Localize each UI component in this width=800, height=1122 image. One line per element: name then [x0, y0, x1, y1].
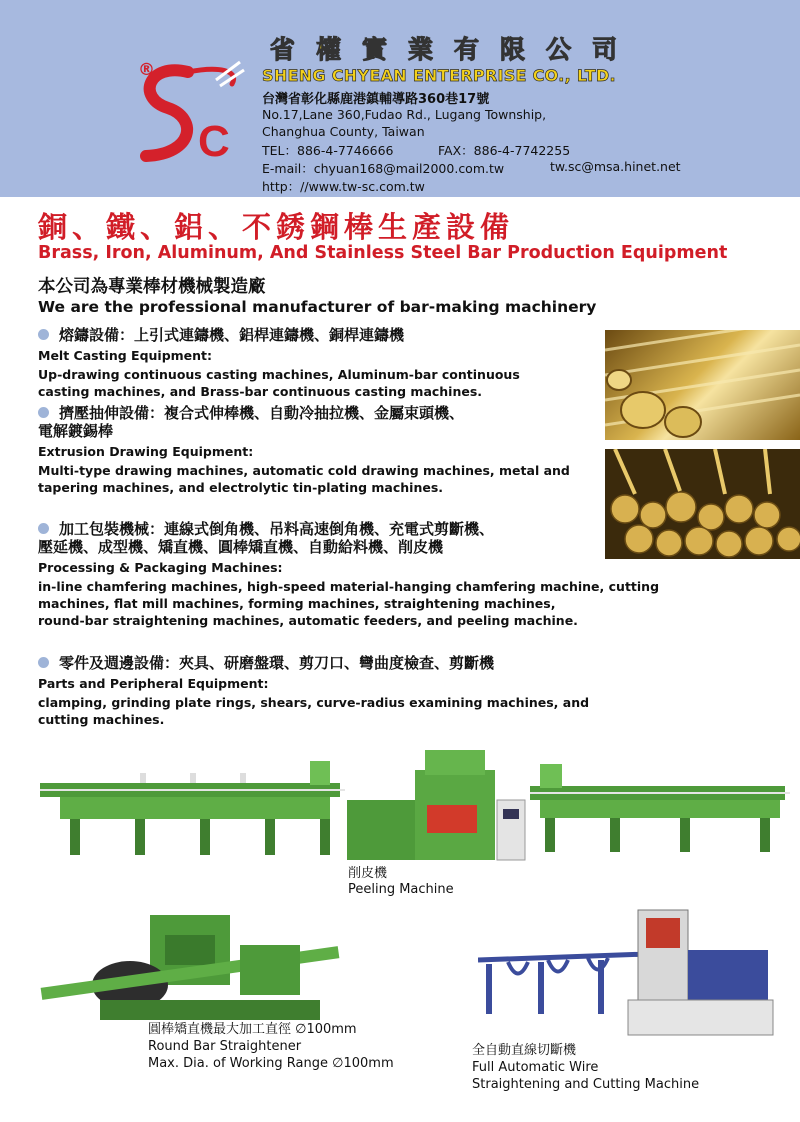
brass-bar-photo-1 [605, 330, 800, 440]
chamfering-line-machine-image [40, 755, 345, 860]
section-melt-casting-body: Up-drawing continuous casting machines, Aluminum-bar continuous casting machines, and Brass-bar continuous casting machines. [38, 367, 520, 399]
section-extrusion-title: Extrusion Drawing Equipment: [38, 444, 254, 459]
company-name-en: SHENG CHYEAN ENTERPRISE CO., LTD. [262, 66, 616, 85]
caption-round-bar-zh: 圓棒矯直機最大加工直徑 ∅100mm [148, 1022, 357, 1037]
page-title-en: Brass, Iron, Aluminum, And Stainless Steel Bar Production Equipment [38, 243, 728, 263]
section-parts-title: Parts and Peripheral Equipment: [38, 676, 269, 691]
round-bar-straightener-image [40, 905, 340, 1025]
website-link[interactable]: http：//www.tw-sc.com.tw [262, 179, 425, 194]
caption-wire-en-1: Full Automatic Wire [472, 1060, 599, 1075]
section-processing-body: in-line chamfering machines, high-speed material-hanging chamfering machine, cutting machines, flat mill machines, forming machines, straightening machines, round-bar straightening machines, automatic feeders, and peeling machine. [38, 579, 660, 628]
registered-mark: ® [138, 60, 155, 80]
section-processing-title: Processing & Packaging Machines: [38, 560, 283, 575]
wire-straightening-cutting-machine-image [478, 890, 783, 1040]
caption-wire-en-2: Straightening and Cutting Machine [472, 1077, 700, 1092]
caption-round-bar-en-2: Max. Dia. of Working Range ∅100mm [148, 1056, 394, 1071]
intro-zh: 本公司為專業棒材機械製造廠 [38, 277, 266, 297]
fax: FAX：886-4-7742255 [438, 143, 571, 158]
caption-wire-zh: 全自動直線切斷機 [472, 1043, 577, 1058]
company-name-zh: 省權實業有限公司 [270, 35, 639, 64]
caption-peeling-zh: 削皮機 [348, 866, 388, 881]
bullet-icon [38, 407, 49, 418]
email-secondary[interactable]: tw.sc@msa.hinet.net [550, 159, 681, 174]
tel: TEL：886-4-7746666 [262, 143, 394, 158]
bullet-icon [38, 657, 49, 668]
section-melt-casting-zh: 熔鑄設備：上引式連鑄機、鋁桿連鑄機、銅桿連鑄機 [38, 326, 404, 344]
caption-peeling-en: Peeling Machine [348, 882, 454, 897]
section-extrusion-zh: 擠壓抽伸設備：複合式伸棒機、自動冷抽拉機、金屬束頭機、 電解鍍錫棒 [38, 404, 465, 440]
svg-text:C: C [198, 117, 230, 166]
section-parts-body: clamping, grinding plate rings, shears, curve-radius examining machines, and cutting machines. [38, 695, 590, 727]
feeder-line-machine-image [530, 760, 790, 855]
section-parts-zh: 零件及週邊設備：夾具、研磨盤環、剪刀口、彎曲度檢查、剪斷機 [38, 654, 494, 672]
caption-round-bar-en-1: Round Bar Straightener [148, 1039, 302, 1054]
address-en-line1: No.17,Lane 360,Fudao Rd., Lugang Township, [262, 107, 547, 122]
bullet-icon [38, 329, 49, 340]
address-en-line2: Changhua County, Taiwan [262, 124, 425, 139]
section-extrusion-body: Multi-type drawing machines, automatic cold drawing machines, metal and tapering machines, and electrolytic tin-plating machines. [38, 463, 570, 495]
peeling-machine-image [345, 745, 530, 865]
bullet-icon [38, 523, 49, 534]
email-primary[interactable]: E-mail：chyuan168@mail2000.com.tw [262, 161, 505, 176]
section-processing-zh: 加工包裝機械：連線式倒角機、吊料高速倒角機、充電式剪斷機、 壓延機、成型機、矯直機、圓棒矯直機、自動給料機、削皮機 [38, 520, 495, 556]
brass-bar-photo-2 [605, 449, 800, 559]
section-melt-casting-title: Melt Casting Equipment: [38, 348, 213, 363]
address-zh: 台灣省彰化縣鹿港鎮輔導路360巷17號 [262, 92, 490, 107]
intro-en: We are the professional manufacturer of bar-making machinery [38, 298, 597, 316]
page-title-zh: 銅、鐵、鋁、不銹鋼棒生產設備 [38, 210, 515, 244]
